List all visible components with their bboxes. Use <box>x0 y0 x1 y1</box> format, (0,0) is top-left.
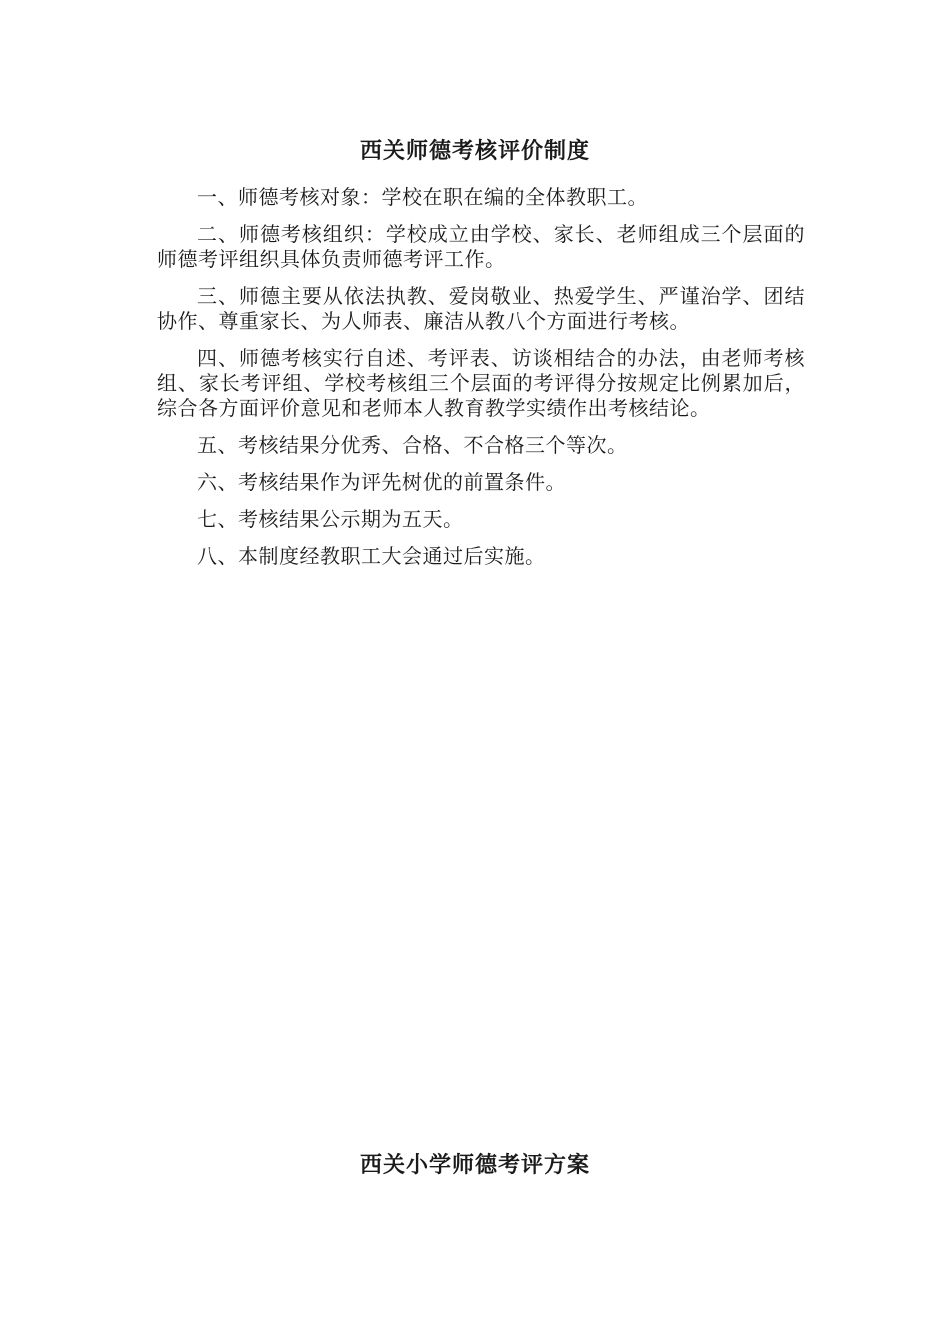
paragraph-2: 二、师德考核组织：学校成立由学校、家长、老师组成三个层面的师德考评组织具体负责师德考评工作。 <box>157 222 805 271</box>
document-title: 西关师德考核评价制度 <box>359 138 590 164</box>
paragraph-8: 八、本制度经教职工大会通过后实施。 <box>197 544 546 568</box>
paragraph-3: 三、师德主要从依法执教、爱岗敬业、热爱学生、严谨治学、团结协作、尊重家长、为人师表、廉洁从教八个方面进行考核。 <box>157 284 805 333</box>
paragraph-7: 七、考核结果公示期为五天。 <box>197 507 464 531</box>
paragraph-6: 六、考核结果作为评先树优的前置条件。 <box>197 470 566 494</box>
next-section-title: 西关小学师德考评方案 <box>359 1152 590 1178</box>
paragraph-5: 五、考核结果分优秀、合格、不合格三个等次。 <box>197 433 628 457</box>
paragraph-4: 四、师德考核实行自述、考评表、访谈相结合的办法，由老师考核组、家长考评组、学校考核组三个层面的考评得分按规定比例累加后，综合各方面评价意见和老师本人教育教学实绩作出考核结论。 <box>157 346 805 420</box>
document-body <box>157 185 805 581</box>
paragraph-1: 一、师德考核对象：学校在职在编的全体教职工。 <box>197 185 648 209</box>
